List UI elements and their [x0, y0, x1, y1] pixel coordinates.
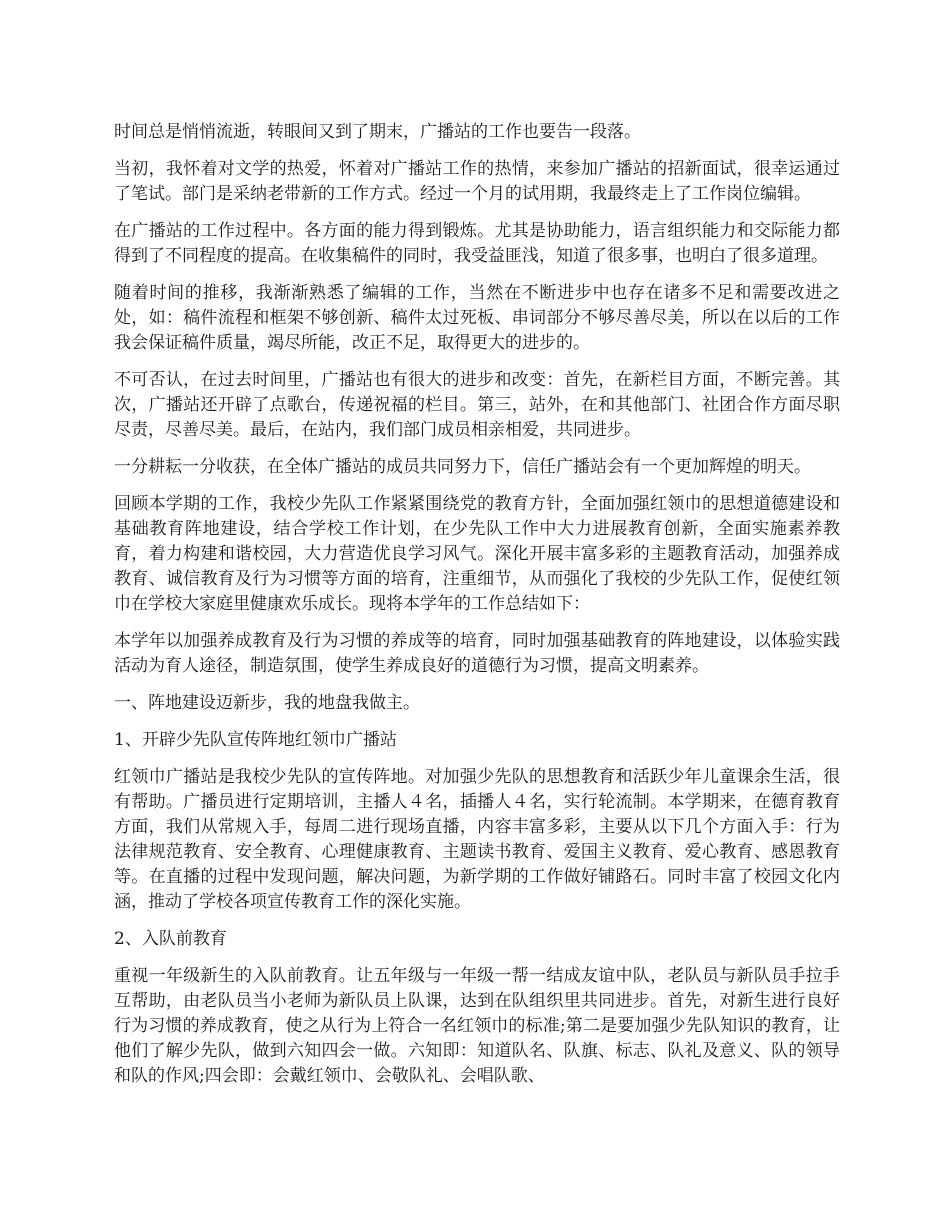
- paragraph-5: 不可否认，在过去时间里，广播站也有很大的进步和改变：首先，在新栏目方面，不断完善。其次，广播站还开辟了点歌台，传递祝福的栏目。第三，站外，在和其他部门、社团合作方面尽职尽责，尽善尽美。最后，在站内，我们部门成员相亲相爱，共同进步。: [114, 370, 840, 440]
- subsection-heading-2: 2、入队前教育: [114, 929, 227, 949]
- paragraph-1: 时间总是悄悄流逝，转眼间又到了期末，广播站的工作也要告一段落。: [114, 122, 641, 142]
- document-page: [114, 120, 840, 1101]
- paragraph-3: 在广播站的工作过程中。各方面的能力得到锻炼。尤其是协助能力，语言组织能力和交际能力都得到了不同程度的提高。在收集稿件的同时，我受益匪浅，知道了很多事，也明白了很多道理。: [114, 221, 840, 266]
- paragraph-9: 红领巾广播站是我校少先队的宣传阵地。对加强少先队的思想教育和活跃少年儿童课余生活，很有帮助。广播员进行定期培训，主播人４名，插播人４名，实行轮流制。本学期来，在德育教育方面，我们从常规入手，每周二进行现场直播，内容丰富多彩，主要从以下几个方面入手：行为法律规范教育、安全教育、心理健康教育、主题读书教育、爱国主义教育、爱心教育、感恩教育等。在直播的过程中发现问题，解决问题，为新学期的工作做好铺路石。同时丰富了校园文化内涵，推动了学校各项宣传教育工作的深化实施。: [114, 767, 840, 912]
- paragraph-6: 一分耕耘一分收获，在全体广播站的成员共同努力下，信任广播站会有一个更加辉煌的明天。: [114, 457, 811, 477]
- paragraph-7: 回顾本学期的工作，我校少先队工作紧紧围绕党的教育方针，全面加强红领巾的思想道德建设和基础教育阵地建设，结合学校工作计划，在少先队工作中大力进展教育创新，全面实施素养教育，着力构建和谐校园，大力营造优良学习风气。深化开展丰富多彩的主题教育活动，加强养成教育、诚信教育及行为习惯等方面的培育，注重细节，从而强化了我校的少先队工作，促使红领巾在学校大家庭里健康欢乐成长。现将本学年的工作总结如下：: [114, 494, 840, 614]
- paragraph-10: 重视一年级新生的入队前教育。让五年级与一年级一帮一结成友谊中队，老队员与新队员手拉手互帮助，由老队员当小老师为新队员上队课，达到在队组织里共同进步。首先，对新生进行良好行为习惯的养成教育，使之从行为上符合一名红领巾的标准;第二是要加强少先队知识的教育，让他们了解少先队，做到六知四会一做。六知即：知道队名、队旗、标志、队礼及意义、队的领导和队的作风;四会即：会戴红领巾、会敬队礼、会唱队歌、: [114, 966, 840, 1086]
- paragraph-4: 随着时间的推移，我渐渐熟悉了编辑的工作，当然在不断进步中也存在诸多不足和需要改进之处，如：稿件流程和框架不够创新、稿件太过死板、串词部分不够尽善尽美，所以在以后的工作我会保证稿件质量，竭尽所能，改正不足，取得更大的进步的。: [114, 283, 840, 353]
- paragraph-2: 当初，我怀着对文学的热爱，怀着对广播站工作的热情，来参加广播站的招新面试，很幸运通过了笔试。部门是采纳老带新的工作方式。经过一个月的试用期，我最终走上了工作岗位编辑。: [114, 159, 840, 204]
- section-heading-1: 一、阵地建设迈新步，我的地盘我做主。: [114, 693, 420, 713]
- paragraph-8: 本学年以加强养成教育及行为习惯的养成等的培育，同时加强基础教育的阵地建设，以体验实践活动为育人途径，制造氛围，使学生养成良好的道德行为习惯，提高文明素养。: [114, 631, 840, 676]
- subsection-heading-1: 1、开辟少先队宣传阵地红领巾广播站: [114, 730, 397, 750]
